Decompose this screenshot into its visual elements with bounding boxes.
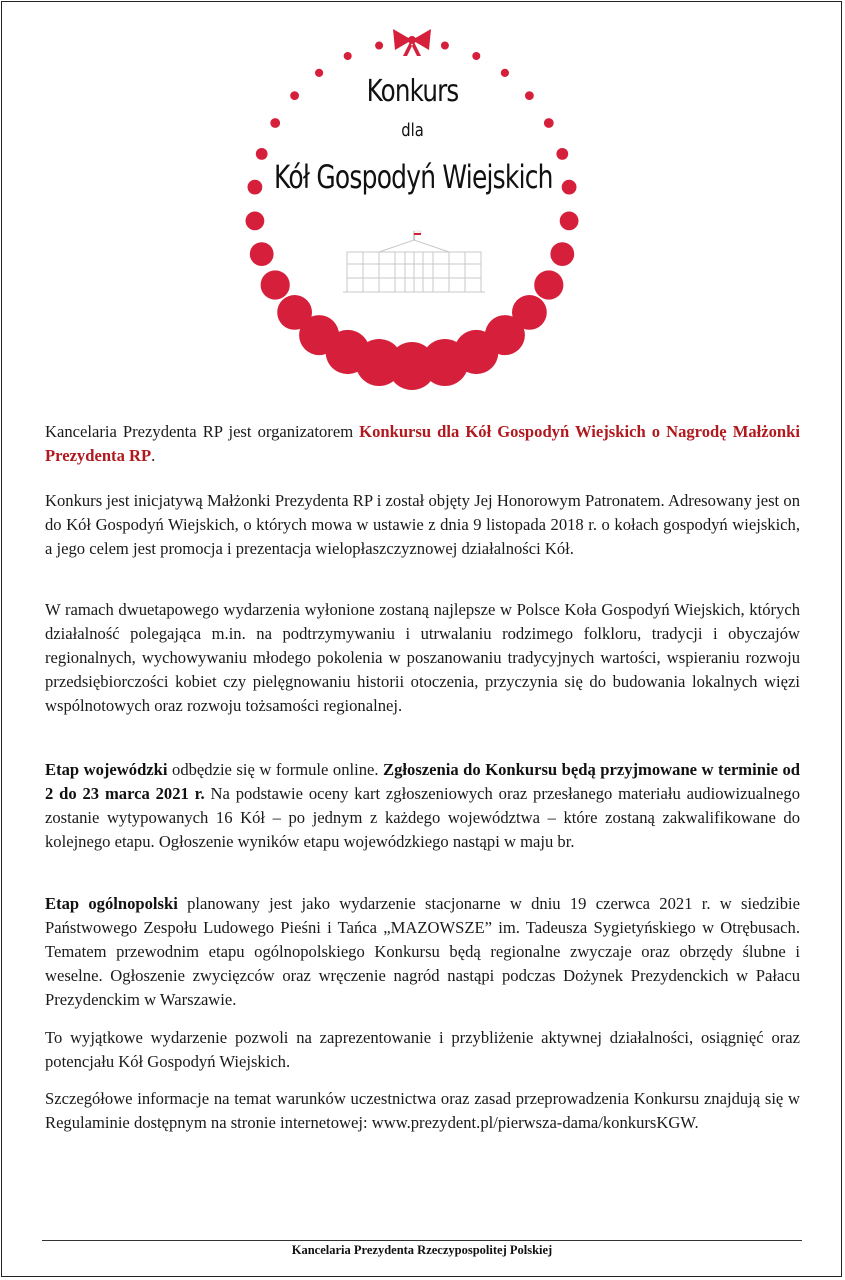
logo-title-konkurs: Konkurs [366, 74, 459, 109]
footer-divider [42, 1240, 802, 1241]
bead [375, 42, 383, 50]
footer-text: Kancelaria Prezydenta Rzeczypospolitej Polskiej [291, 1243, 553, 1257]
stages-text: W ramach dwuetapowego wydarzenia wyłonione zostaną najlepsze w Polsce Koła Gospodyń Wiejskich, których działalność polegająca m.in. na podtrzymywaniu i utrwalaniu rodzimego folkloru, tradycji i obyczajów regionalnych, wychowywaniu młodego pokolenia w poszanowaniu tradycyjnych wartości, wspieraniu rozwoju przedsiębiorczości kobiet czy pielęgnowaniu historii otoczenia, przyczynia się do budowania lokalnych więzi wspólnotowych oraz rozwoju tożsamości regionalnej. [45, 600, 800, 715]
regional-stage-heading: Etap wojewódzki [45, 760, 168, 779]
intro-text: Kancelaria Prezydenta RP jest organizatorem [45, 422, 360, 441]
details-text: Szczegółowe informacje na temat warunków uczestnictwa oraz zasad przeprowadzenia Konkursu znajdują się w Regulaminie dostępnym na stronie internetowej: www.prezydent.pl/pierwsza-dama/konkursKGW. [45, 1089, 800, 1132]
bead [277, 295, 312, 330]
initiative-text: Konkurs jest inicjatywą Małżonki Prezydenta RP i został objęty Jej Honorowym Patronatem. Adresowany jest on do Kół Gospodyń Wiejskich, o których mowa w ustawie z dnia 9 listopada 2018 r. o kołach gospodyń wiejskich, a jego celem jest promocja i prezentacja wielopłaszczyznowej działalności Kół. [45, 491, 800, 558]
bead [534, 270, 563, 299]
bead [248, 180, 263, 195]
bow-icon [393, 29, 431, 56]
national-stage-paragraph [45, 892, 800, 1012]
bead [344, 52, 352, 60]
initiative-paragraph [45, 489, 800, 561]
bead [261, 270, 290, 299]
bead [550, 242, 574, 266]
bead [256, 148, 268, 160]
details-paragraph [45, 1087, 800, 1135]
bead [250, 242, 274, 266]
event-paragraph [45, 1026, 800, 1074]
logo-title-dla: dla [401, 120, 424, 141]
bead [562, 180, 577, 195]
event-text: To wyjątkowe wydarzenie pozwoli na zaprezentowanie i przybliżenie aktywnej działalności, osiągnięć oraz potencjału Kół Gospodyń Wiejskich. [45, 1028, 800, 1071]
bead [441, 42, 449, 50]
bead [556, 148, 568, 160]
national-stage-text: planowany jest jako wydarzenie stacjonarne w dniu 19 czerwca 2021 r. w siedzibie Państwowego Zespołu Ludowego Pieśni i Tańca „MAZOWSZE” im. Tadeusza Sygietyńskiego w Otrębusach. Tematem przewodnim etapu ogólnopolskiego Konkursu będą regionalne zwyczaje oraz obrzędy ślubne i weselne. Ogłoszenie zwycięzców oraz wręczenie nagród nastąpi podczas Dożynek Prezydenckich w Pałacu Prezydenckim w Warszawie. [45, 894, 800, 1009]
submission-dates: Zgłoszenia do Konkursu będą przyjmowane w terminie od 2 do 23 marca 2021 r. [45, 760, 800, 803]
bead [560, 212, 579, 231]
national-stage-heading: Etap ogólnopolski [45, 894, 178, 913]
intro-period: . [151, 446, 156, 465]
regional-stage-text-2: Na podstawie oceny kart zgłoszeniowych oraz przesłanego materiału audiowizualnego zostanie wytypowanych 16 Kół – po jednym z każdego województwa – które zostaną zakwalifikowane do kolejnego etapu. Ogłoszenie wyników etapu wojewódzkiego nastąpi w maju br. [45, 784, 800, 851]
stages-paragraph [45, 598, 800, 718]
intro-paragraph [45, 420, 800, 468]
contest-logo [235, 22, 590, 392]
presidential-palace-icon [343, 230, 485, 296]
contest-name: Konkursu dla Kół Gospodyń Wiejskich o Nagrodę Małżonki Prezydenta RP [45, 422, 801, 465]
bead [472, 52, 480, 60]
logo-title-kgw: Kół Gospodyń Wiejskich [274, 158, 553, 196]
bead [246, 212, 265, 231]
regional-stage-text-1: odbędzie się w formule online. [167, 760, 384, 779]
regional-stage-paragraph [45, 758, 800, 854]
